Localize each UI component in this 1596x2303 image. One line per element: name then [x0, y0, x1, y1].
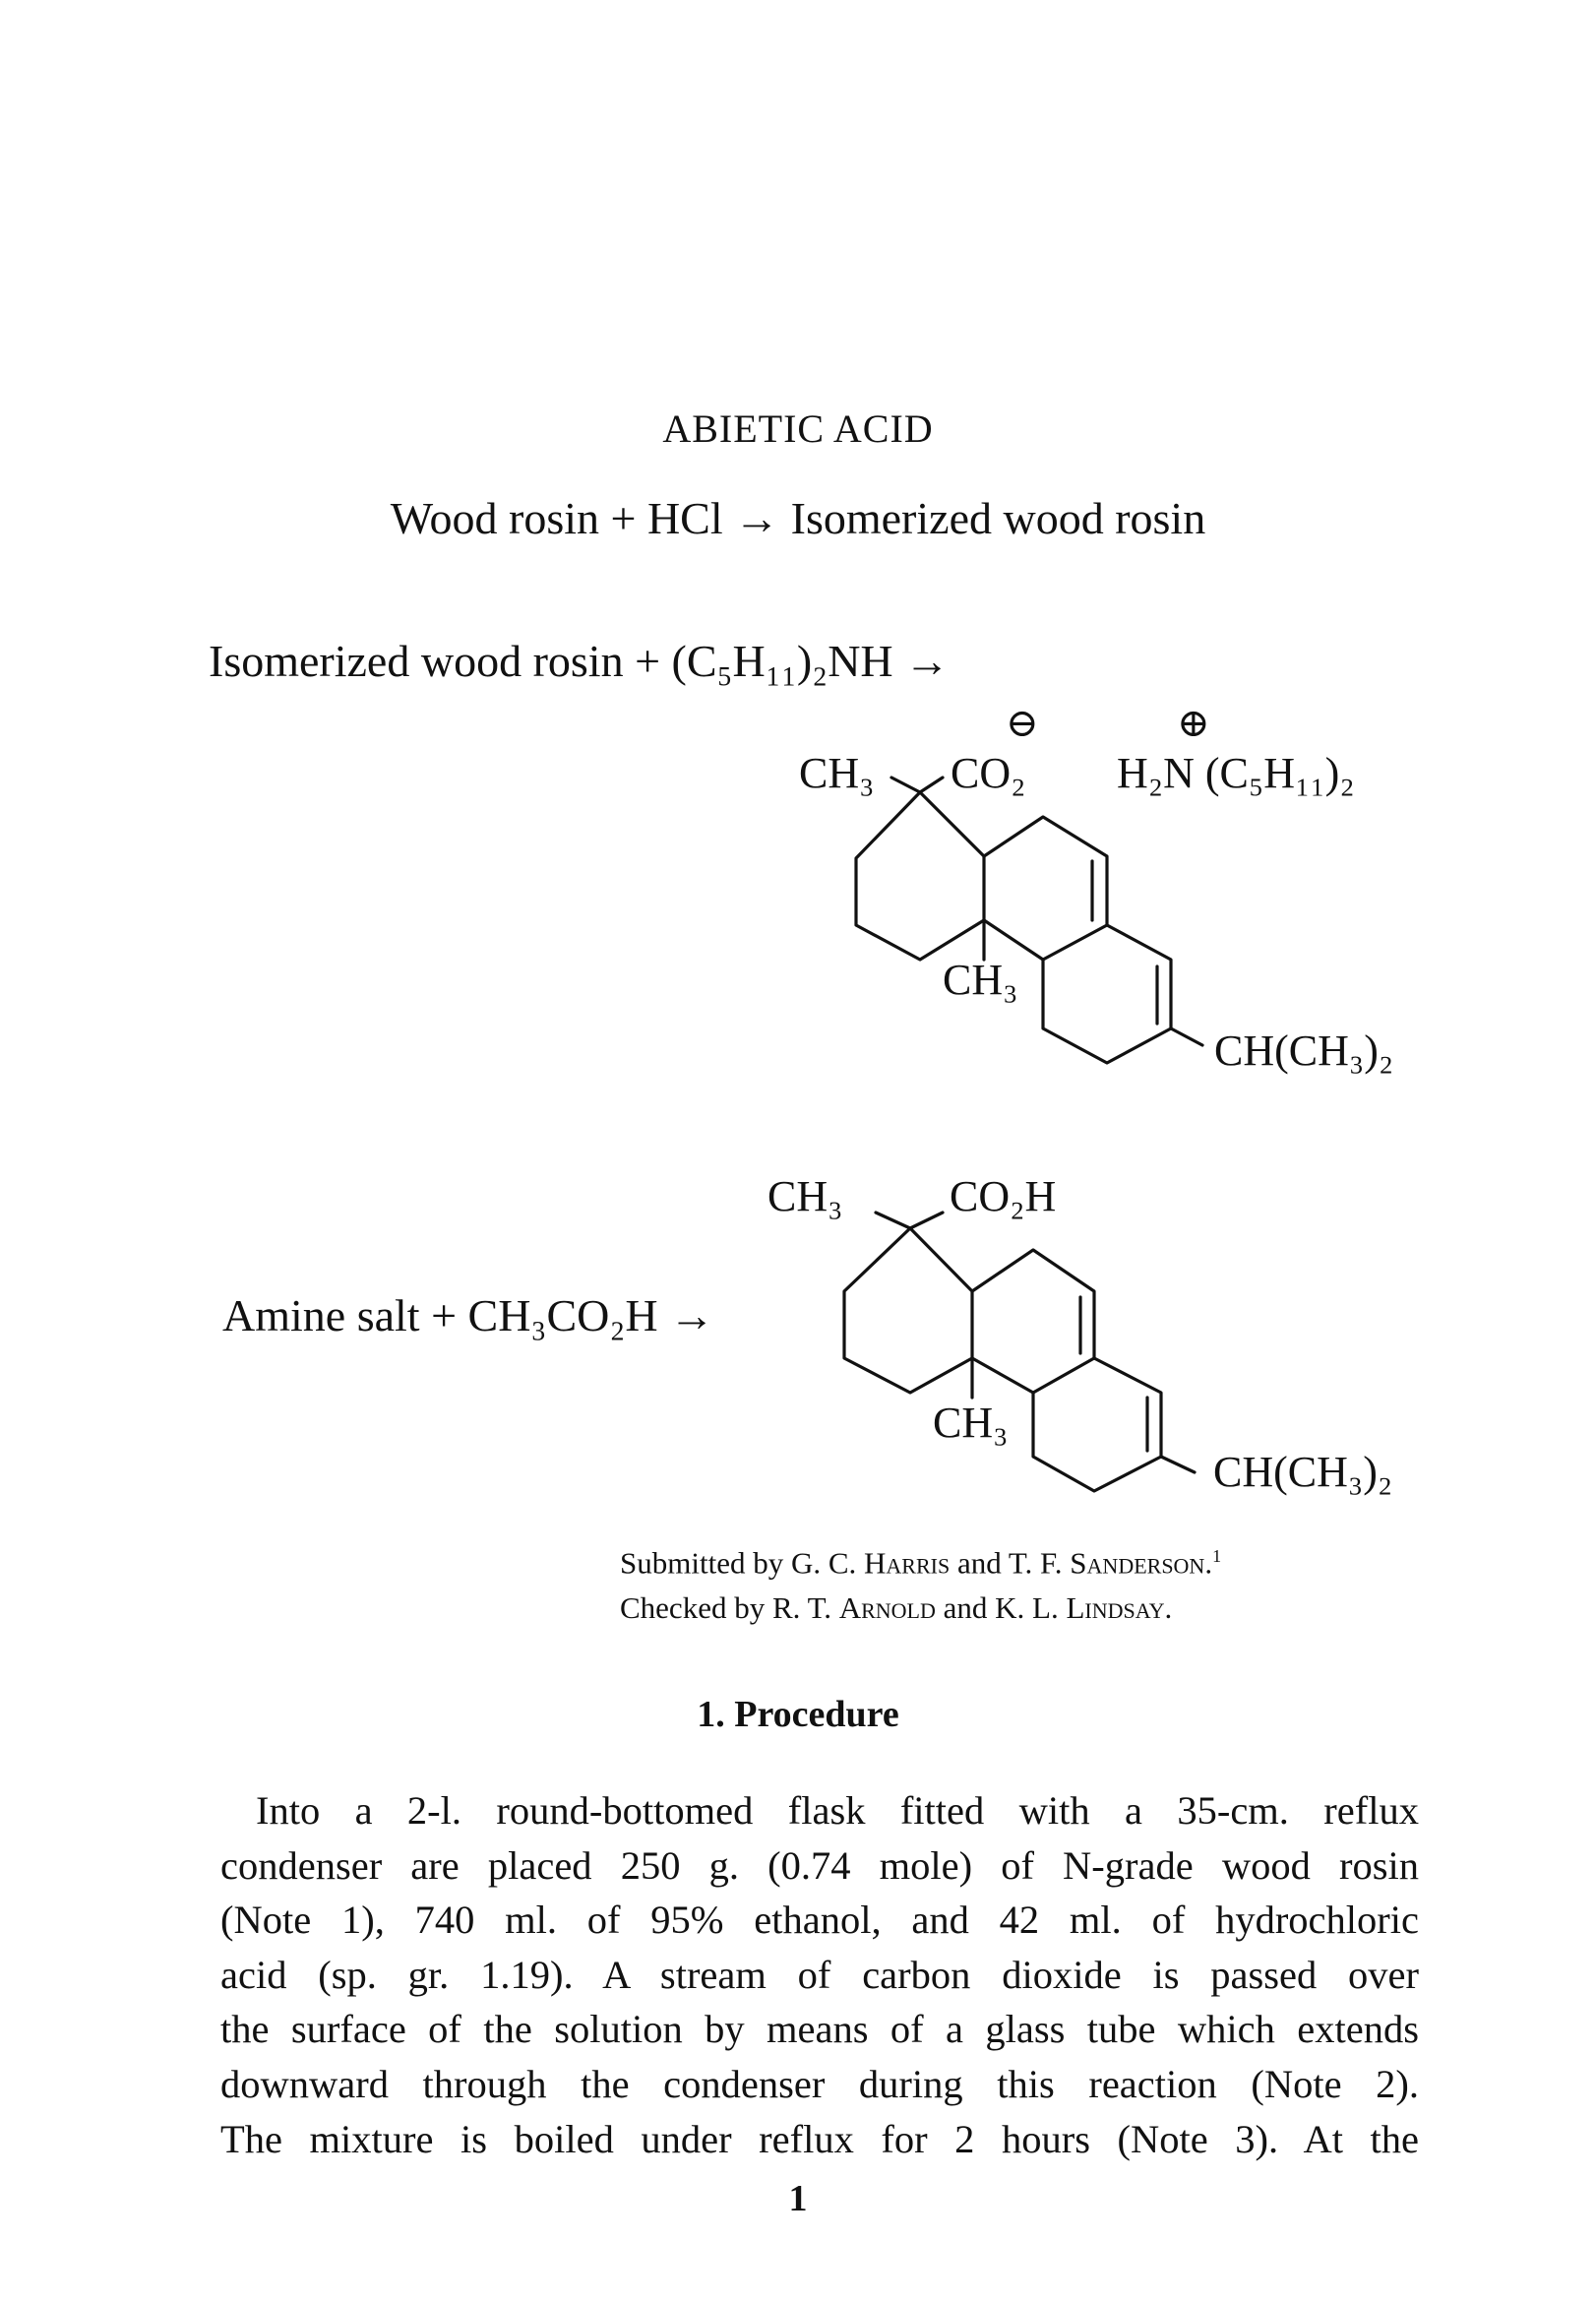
ch3-bond [876, 1213, 910, 1228]
ring-c-bonds [1033, 1358, 1161, 1491]
paragraph-line: The mixture is boiled under reflux for 2 hours (Note 3). At the [220, 2116, 1419, 2161]
co2h-bond [910, 1213, 943, 1228]
ch3-label-bottom: CH₃ [943, 956, 1018, 1004]
submitted-prefix: Submitted by G. C. [620, 1545, 865, 1581]
isopropyl-label: CH(CH₃)₂ [1214, 1027, 1394, 1075]
credits-block [620, 1533, 1221, 1631]
paragraph-line: condenser are placed 250 g. (0.74 mole) of N-grade wood rosin [220, 1842, 1419, 1888]
page-number: 1 [788, 2178, 808, 2219]
equation-amine-reaction: Isomerized wood rosin + (C₅H₁₁)₂NH → [209, 636, 951, 686]
paragraph-line: (Note 1), 740 ml. of 95% ethanol, and 42 ml. of hydrochloric [220, 1898, 1419, 1943]
footnote-marker: 1 [1212, 1546, 1222, 1566]
equation-acidification: Amine salt + CH₃CO₂H → [222, 1290, 715, 1340]
amine-counterion-label: H₂N (C₅H₁₁)₂ [1117, 749, 1355, 797]
paragraph-line: downward through the condenser during this reaction (Note 2). [220, 2061, 1419, 2106]
paragraph-line: the surface of the solution by means of a glass tube which extends [220, 2007, 1419, 2052]
submitted-by-line [620, 1533, 1221, 1586]
procedure-paragraph [220, 1783, 1419, 2166]
paragraph-line: acid (sp. gr. 1.19). A stream of carbon dioxide is passed over [220, 1952, 1419, 1997]
ch3-label-top: CH₃ [767, 1172, 843, 1220]
co2-label: CO₂ [951, 749, 1026, 797]
ring-a-bonds [844, 1228, 972, 1393]
author-name: Harris [864, 1545, 951, 1581]
ring-b-bonds [972, 1250, 1094, 1393]
ch3-label-bottom: CH₃ [933, 1399, 1009, 1447]
checker-name: Lindsay. [1066, 1590, 1173, 1626]
isopropyl-bond [1161, 1457, 1195, 1472]
plus-charge-icon: ⊕ [1177, 701, 1210, 745]
ch3-label-top: CH₃ [799, 749, 875, 797]
co2h-label: CO₂H [950, 1172, 1057, 1220]
section-heading: 1. Procedure [697, 1694, 899, 1735]
submitted-mid: and T. F. [950, 1545, 1071, 1581]
paragraph-line: Into a 2-l. round-bottomed flask fitted with a 35-cm. reflux [256, 1788, 1419, 1833]
minus-charge-icon: ⊖ [1006, 701, 1039, 745]
equation-isomerization: Wood rosin + HCl → Isomerized wood rosin [390, 493, 1206, 543]
checker-name: Arnold [838, 1590, 936, 1626]
checked-by-line [620, 1586, 1221, 1631]
checked-prefix: Checked by R. T. [620, 1590, 839, 1626]
checked-mid: and K. L. [935, 1590, 1067, 1626]
author-name: Sanderson. [1070, 1545, 1213, 1581]
page-title: ABIETIC ACID [662, 406, 934, 451]
isopropyl-label: CH(CH₃)₂ [1213, 1448, 1393, 1496]
